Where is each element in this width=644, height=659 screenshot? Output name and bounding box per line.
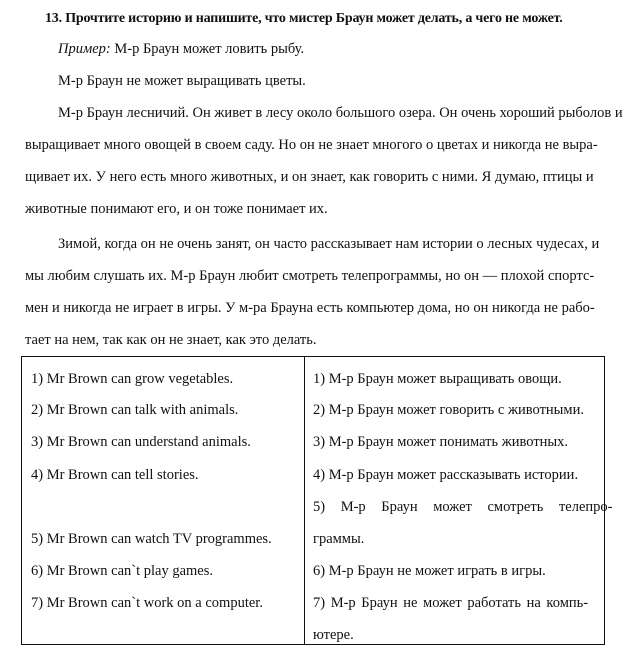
story-line: мы любим слушать их. М-р Браун любит смотреть телепрограммы, но он — плохой спортс-: [25, 268, 595, 284]
english-answer: 1) Mr Brown can grow vegetables.: [31, 371, 234, 387]
english-answer: 4) Mr Brown can tell stories.: [31, 467, 199, 483]
russian-answer-continuation: ютере.: [313, 627, 354, 643]
example-text: М-р Браун может ловить рыбу.: [110, 41, 305, 57]
answer-table: [21, 356, 613, 645]
story-line: мен и никогда не играет в игры. У м-ра Брауна есть компьютер дома, но он никогда не рабо-: [25, 300, 595, 316]
russian-answer: 7) М-р Браун не может работать на компь-: [313, 595, 589, 611]
exercise-heading: 13. Прочтите историю и напишите, что мистер Браун может делать, а чего не может.: [45, 11, 563, 26]
english-answer: 2) Mr Brown can talk with animals.: [31, 402, 239, 418]
story-line: щивает их. У него есть много животных, и он знает, как говорить с ними. Я думаю, птицы и: [25, 169, 594, 185]
story-line: тает на нем, так как он не знает, как это делать.: [25, 332, 317, 348]
russian-answer: 5) М-р Браун может смотреть телепро-: [313, 499, 613, 515]
russian-answer: 1) М-р Браун может выращивать овощи.: [313, 371, 562, 387]
russian-answer: 4) М-р Браун может рассказывать истории.: [313, 467, 579, 483]
english-answer: 5) Mr Brown can watch TV programmes.: [31, 531, 272, 547]
english-answer: 3) Mr Brown can understand animals.: [31, 434, 251, 450]
english-answer: 6) Mr Brown can`t play games.: [31, 563, 214, 579]
russian-answer: 6) М-р Браун не может играть в игры.: [313, 563, 546, 579]
story-line: Зимой, когда он не очень занят, он часто рассказывает нам истории о лесных чудесах, и: [58, 236, 600, 252]
russian-answer-continuation: граммы.: [313, 531, 365, 547]
table-column-divider: [304, 357, 305, 644]
story-line: выращивает много овощей в своем саду. Но он не знает многого о цветах и никогда не выра-: [25, 137, 598, 153]
example-label: Пример:: [58, 41, 111, 57]
story-line: М-р Браун лесничий. Он живет в лесу около большого озера. Он очень хороший рыболов и: [58, 105, 623, 121]
russian-answer: 3) М-р Браун может понимать животных.: [313, 434, 569, 450]
example-negative: М-р Браун не может выращивать цветы.: [58, 73, 306, 89]
example-line: [58, 40, 304, 58]
english-answer: 7) Mr Brown can`t work on a computer.: [31, 595, 263, 611]
story-line: животные понимают его, и он тоже понимает их.: [25, 201, 328, 217]
russian-answer: 2) М-р Браун может говорить с животными.: [313, 402, 584, 418]
